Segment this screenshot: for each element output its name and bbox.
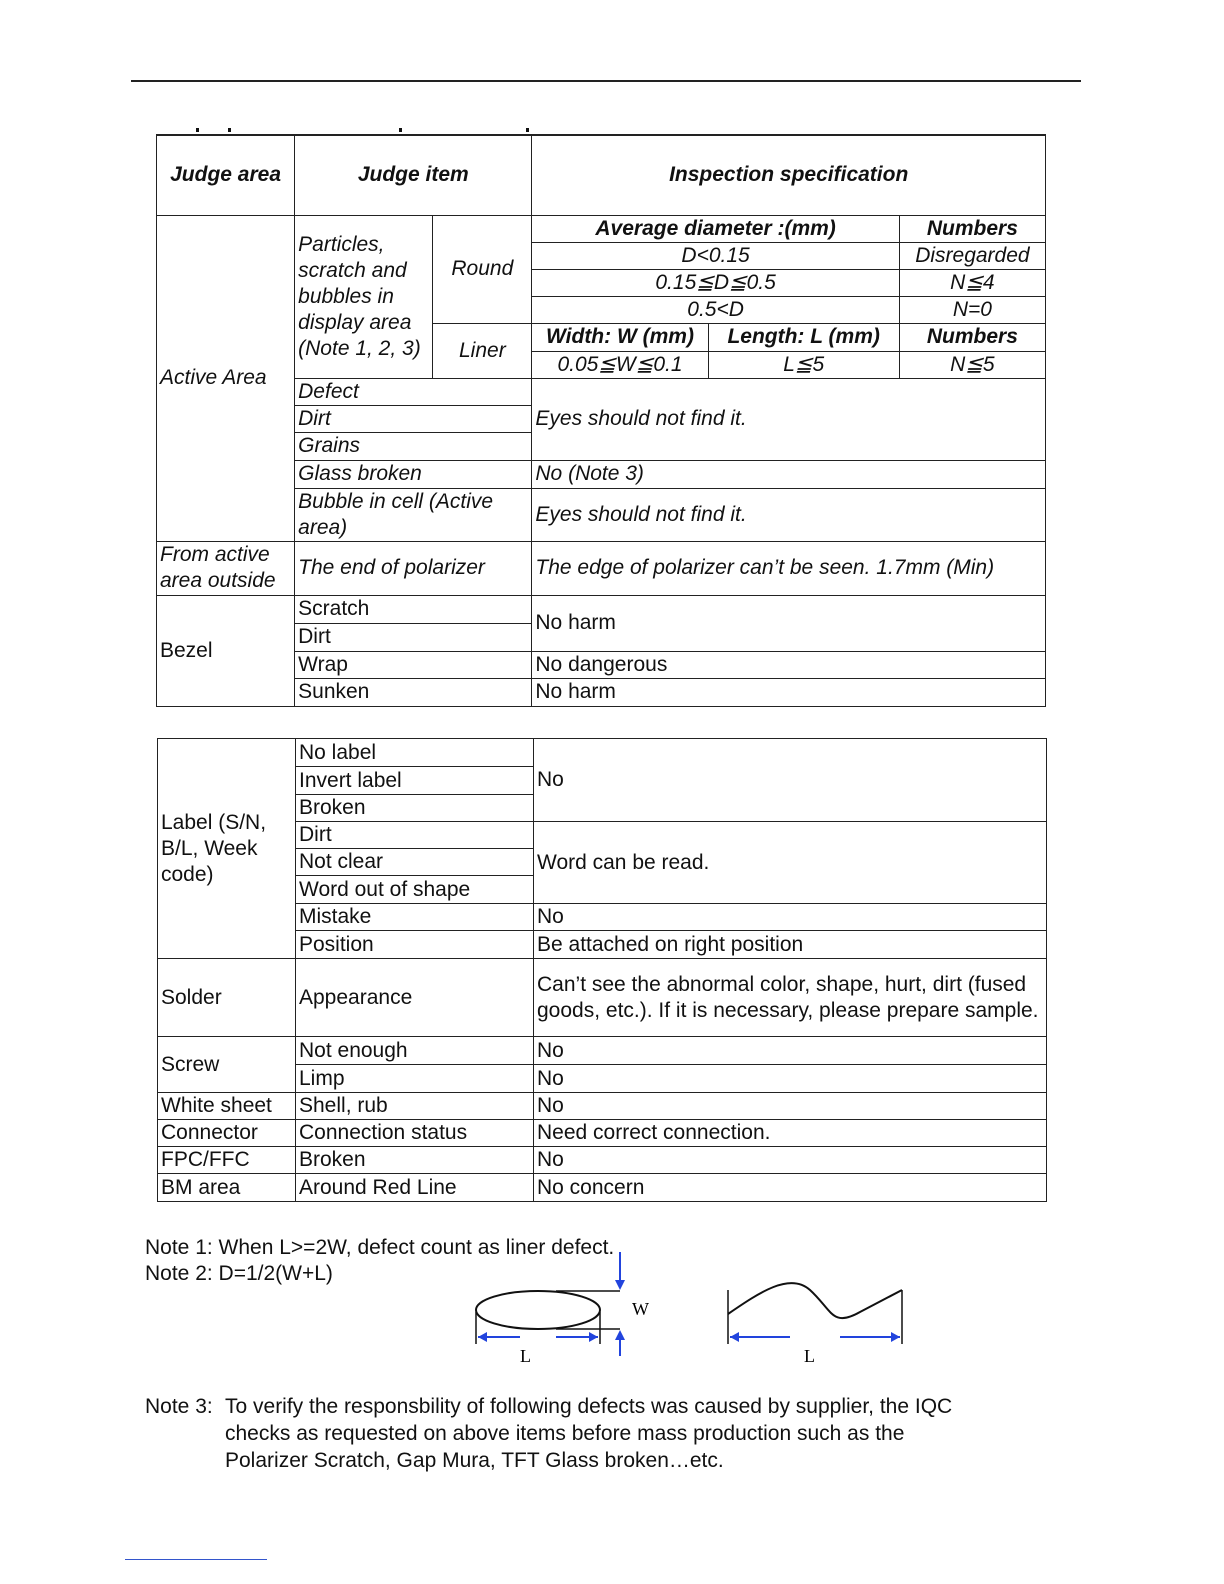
item-no-label: No label — [296, 739, 534, 767]
item-sunken: Sunken — [295, 678, 532, 706]
area-connector: Connector — [158, 1120, 296, 1147]
spec-no-harm-2: No harm — [532, 678, 1046, 706]
item-word-shape: Word out of shape — [296, 876, 534, 904]
note-3-line-2: checks as requested on above items before mass production such as the — [225, 1422, 905, 1445]
area-fpc-ffc: FPC/FFC — [158, 1147, 296, 1174]
liner-defect-wave — [728, 1283, 902, 1318]
area-active: Active Area — [157, 215, 295, 541]
item-particles: Particles, scratch and bubbles in display area (Note 1, 2, 3) — [295, 215, 433, 378]
round-n-1: Disregarded — [899, 242, 1045, 269]
spec-word-read: Word can be read. — [534, 822, 1047, 904]
header-judge-item: Judge item — [295, 135, 532, 215]
numbers-header: Numbers — [899, 215, 1045, 242]
l-label-2: L — [804, 1346, 815, 1366]
spec-glass-broken: No (Note 3) — [532, 460, 1046, 488]
item-position: Position — [296, 931, 534, 959]
area-solder: Solder — [158, 959, 296, 1037]
spec-mistake: No — [534, 904, 1047, 931]
l-label-1: L — [520, 1346, 531, 1366]
defect-diagram — [460, 1252, 920, 1372]
round-n-2: N≦4 — [899, 269, 1045, 296]
round-n-3: N=0 — [899, 296, 1045, 323]
item-bubble-in-cell: Bubble in cell (Active area) — [295, 488, 532, 541]
item-label-broken: Broken — [296, 795, 534, 822]
item-scratch: Scratch — [295, 595, 532, 623]
item-around-red-line: Around Red Line — [296, 1174, 534, 1202]
item-not-enough: Not enough — [296, 1037, 534, 1065]
inspection-table-2 — [157, 738, 1047, 1202]
numbers-header-2: Numbers — [899, 323, 1045, 351]
liner-length: L≦5 — [708, 351, 899, 378]
item-dirt: Dirt — [295, 405, 532, 432]
spec-eyes-2: Eyes should not find it. — [532, 488, 1046, 541]
item-fpc-broken: Broken — [296, 1147, 534, 1174]
liner-numbers: N≦5 — [899, 351, 1045, 378]
item-end-of-polarizer: The end of polarizer — [295, 541, 532, 595]
note-3-line-3: Polarizer Scratch, Gap Mura, TFT Glass broken…etc. — [225, 1449, 724, 1472]
item-glass-broken: Glass broken — [295, 460, 532, 488]
footer-rule — [125, 1559, 267, 1560]
header-inspection-spec: Inspection specification — [532, 135, 1046, 215]
spec-fpc: No — [534, 1147, 1047, 1174]
note-2: Note 2: D=1/2(W+L) — [145, 1262, 333, 1285]
spec-position: Be attached on right position — [534, 931, 1047, 959]
note-3-line-1: To verify the responsbility of following defects was caused by supplier, the IQC — [225, 1395, 953, 1418]
item-not-clear: Not clear — [296, 849, 534, 876]
spec-connection: Need correct connection. — [534, 1120, 1047, 1147]
item-appearance: Appearance — [296, 959, 534, 1037]
spec-appearance: Can’t see the abnormal color, shape, hurt, dirt (fused goods, etc.). If it is necessary, please prepare sample. — [534, 959, 1047, 1037]
item-shell-rub: Shell, rub — [296, 1093, 534, 1120]
avg-diameter-header: Average diameter :(mm) — [532, 215, 899, 242]
length-header: Length: L (mm) — [708, 323, 899, 351]
inspection-table-1 — [156, 134, 1046, 707]
spec-not-enough: No — [534, 1037, 1047, 1065]
header-judge-area: Judge area — [157, 135, 295, 215]
item-wrap: Wrap — [295, 651, 532, 678]
w-label: W — [632, 1299, 649, 1319]
area-outside: From active area outside — [157, 541, 295, 595]
item-bezel-dirt: Dirt — [295, 623, 532, 651]
liner-width: 0.05≦W≦0.1 — [532, 351, 708, 378]
item-round: Round — [433, 215, 532, 323]
item-limp: Limp — [296, 1065, 534, 1093]
header-rule — [131, 80, 1081, 82]
item-mistake: Mistake — [296, 904, 534, 931]
round-defect-ellipse — [476, 1291, 600, 1329]
area-bezel: Bezel — [157, 595, 295, 706]
round-d-3: 0.5<D — [532, 296, 899, 323]
round-d-1: D<0.15 — [532, 242, 899, 269]
spec-polarizer-edge: The edge of polarizer can’t be seen. 1.7mm (Min) — [532, 541, 1046, 595]
spec-eyes-1: Eyes should not find it. — [532, 378, 1046, 460]
note-3 — [145, 1393, 1045, 1474]
spec-limp: No — [534, 1065, 1047, 1093]
spec-no-dangerous: No dangerous — [532, 651, 1046, 678]
area-white-sheet: White sheet — [158, 1093, 296, 1120]
note-3-label: Note 3: — [145, 1395, 213, 1418]
item-connection-status: Connection status — [296, 1120, 534, 1147]
item-label-dirt: Dirt — [296, 822, 534, 849]
spec-label-no: No — [534, 739, 1047, 822]
spec-bm: No concern — [534, 1174, 1047, 1202]
note-1: Note 1: When L>=2W, defect count as liner defect. — [145, 1236, 615, 1259]
item-invert-label: Invert label — [296, 767, 534, 795]
spec-shell-rub: No — [534, 1093, 1047, 1120]
area-screw: Screw — [158, 1037, 296, 1093]
item-defect: Defect — [295, 378, 532, 405]
spec-no-harm-1: No harm — [532, 595, 1046, 651]
item-grains: Grains — [295, 432, 532, 460]
area-bm: BM area — [158, 1174, 296, 1202]
width-header: Width: W (mm) — [532, 323, 708, 351]
area-label: Label (S/N, B/L, Week code) — [158, 739, 296, 959]
item-liner: Liner — [433, 323, 532, 378]
round-d-2: 0.15≦D≦0.5 — [532, 269, 899, 296]
